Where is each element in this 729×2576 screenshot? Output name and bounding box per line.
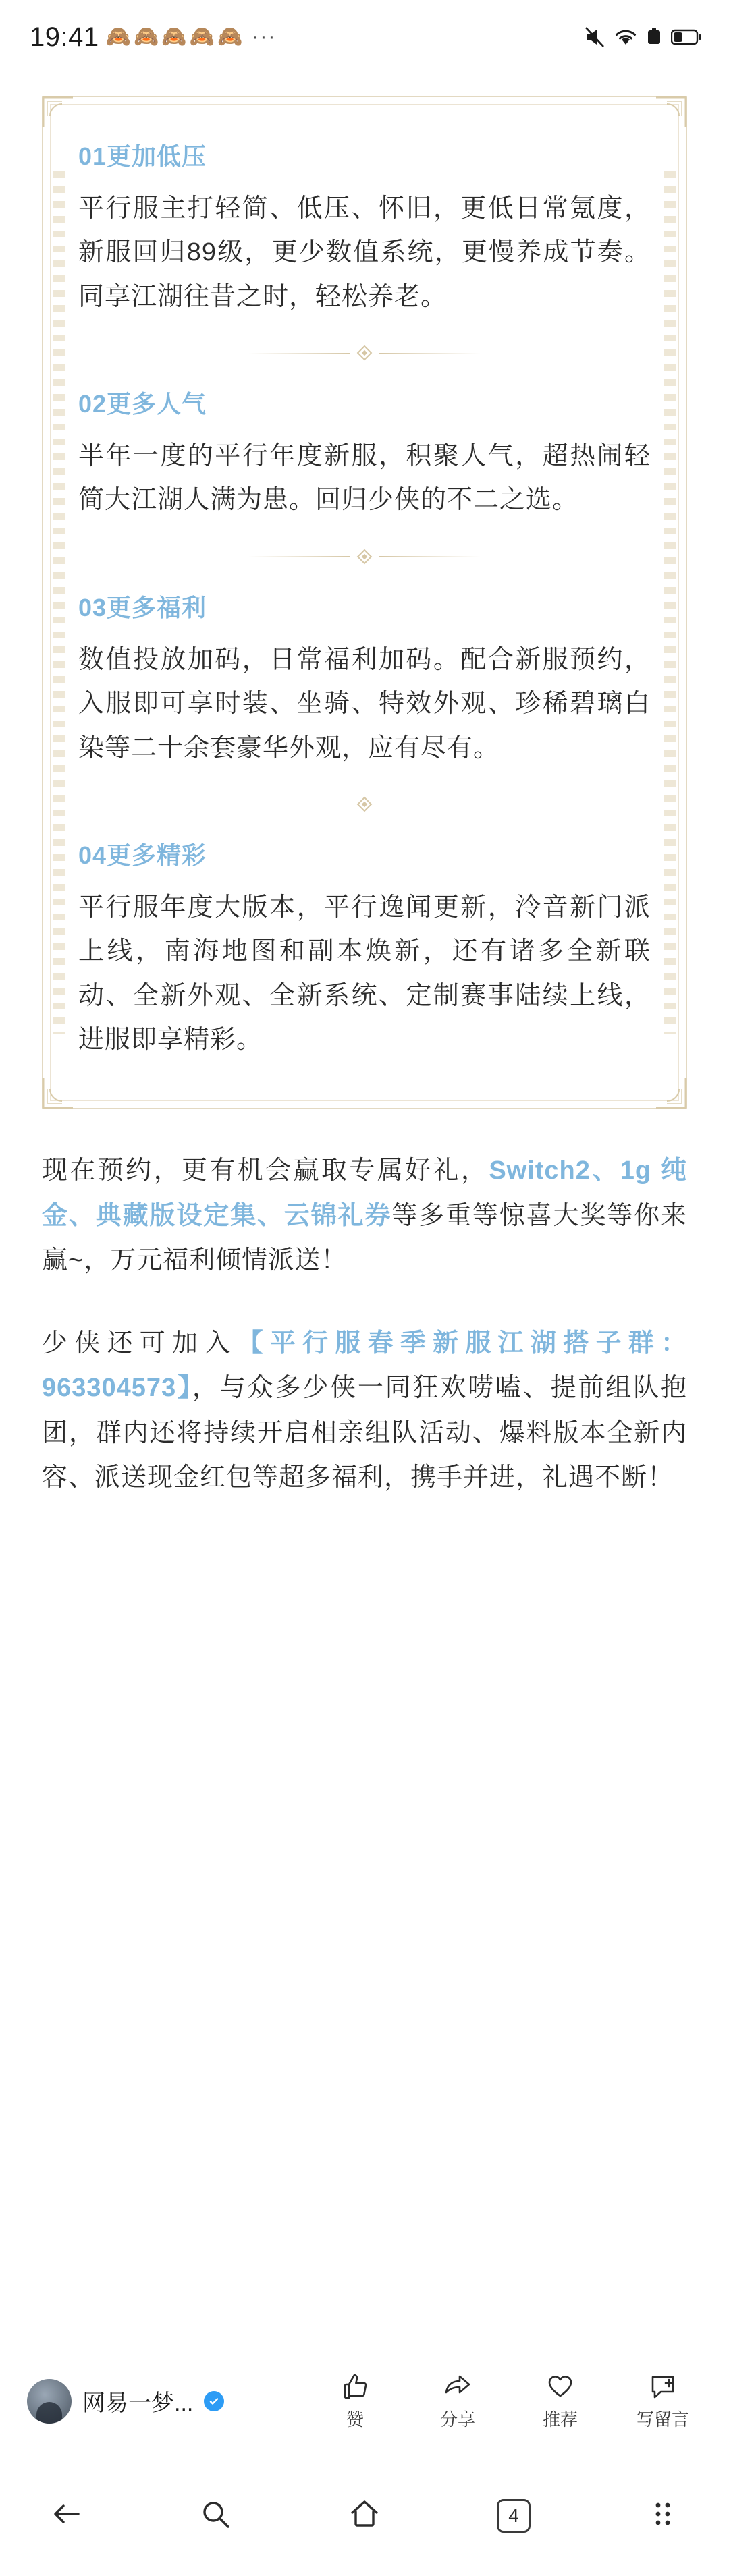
side-ornament-icon bbox=[664, 171, 676, 1034]
corner-ornament-icon bbox=[42, 96, 73, 127]
paragraph-text: 现在预约，更有机会赢取专属好礼， bbox=[42, 1156, 489, 1185]
article-section bbox=[78, 837, 651, 1062]
section-title: 04更多精彩 bbox=[78, 841, 207, 869]
corner-ornament-icon bbox=[42, 1078, 73, 1109]
diamond-ornament-icon bbox=[357, 797, 373, 812]
comment-label: 写留言 bbox=[636, 2409, 689, 2430]
back-button[interactable] bbox=[35, 2485, 97, 2547]
notification-emoji-group bbox=[106, 27, 243, 47]
corner-ornament-icon bbox=[656, 96, 687, 127]
paragraph-highlight[interactable]: Switch2、1g 纯金、典藏版设定集、云锦礼券 bbox=[42, 1156, 687, 1230]
section-title: 02更多人气 bbox=[78, 390, 207, 418]
paragraph-text: 等多重等惊喜大奖等你来赢~，万元福利倾情派送！ bbox=[42, 1201, 687, 1275]
divider-line-left bbox=[248, 556, 350, 557]
ornament-frame bbox=[42, 96, 687, 1109]
home-button[interactable] bbox=[333, 2485, 396, 2547]
heart-icon bbox=[545, 2371, 575, 2401]
article-section bbox=[78, 589, 651, 771]
group-paragraph bbox=[42, 1321, 687, 1501]
account-name[interactable]: 网易一梦... bbox=[82, 2390, 194, 2416]
verified-check-icon bbox=[204, 2391, 224, 2411]
promo-paragraph bbox=[42, 1148, 687, 1283]
like-button[interactable] bbox=[323, 2371, 387, 2431]
battery-icon bbox=[671, 28, 702, 46]
diamond-ornament-icon bbox=[357, 345, 373, 361]
comment-icon bbox=[648, 2371, 678, 2401]
section-body: 平行服主打轻简、低压、怀旧，更低日常氪度，新服回归89级，更少数值系统，更慢养成节奏。同享江湖往昔之时，轻松养老。 bbox=[78, 194, 651, 311]
corner-ornament-icon bbox=[656, 1078, 687, 1109]
section-divider bbox=[78, 799, 651, 810]
emoji-icon: 🙈 bbox=[105, 26, 131, 48]
section-title: 01更加低压 bbox=[78, 142, 207, 170]
article-section bbox=[78, 138, 651, 319]
paragraph-text: 少侠还可加入 bbox=[42, 1328, 238, 1357]
home-icon bbox=[347, 2496, 382, 2535]
status-bar-right bbox=[585, 26, 702, 48]
divider-line-right bbox=[379, 353, 481, 354]
notification-overflow-icon: ··· bbox=[252, 26, 277, 48]
diamond-ornament-icon bbox=[357, 549, 373, 564]
back-arrow-icon bbox=[49, 2496, 84, 2535]
share-label: 分享 bbox=[439, 2409, 475, 2430]
share-button[interactable] bbox=[425, 2371, 490, 2431]
recommend-label: 推荐 bbox=[542, 2409, 578, 2430]
article-action-bar bbox=[0, 2347, 729, 2455]
search-button[interactable] bbox=[184, 2485, 246, 2547]
account-entry[interactable] bbox=[27, 2379, 224, 2424]
tabs-button[interactable] bbox=[483, 2485, 545, 2547]
more-menu-icon bbox=[651, 2497, 674, 2534]
emoji-icon: 🙈 bbox=[189, 26, 215, 48]
comment-button[interactable] bbox=[630, 2371, 695, 2431]
emoji-icon: 🙈 bbox=[217, 26, 243, 48]
browser-nav-bar bbox=[0, 2455, 729, 2576]
section-body: 半年一度的平行年度新服，积聚人气，超热闹轻简大江湖人满为患。回归少侠的不二之选。 bbox=[78, 442, 651, 515]
wifi-icon bbox=[614, 28, 637, 46]
status-time: 19:41 bbox=[30, 22, 99, 52]
recommend-button[interactable] bbox=[528, 2371, 593, 2431]
article-card bbox=[42, 96, 687, 1109]
like-label: 赞 bbox=[346, 2409, 364, 2430]
divider-line-left bbox=[248, 353, 350, 354]
article-section bbox=[78, 385, 651, 523]
thumbs-up-icon bbox=[340, 2371, 370, 2401]
share-icon bbox=[443, 2371, 473, 2401]
search-icon bbox=[198, 2497, 232, 2534]
tab-count-label: 4 bbox=[497, 2499, 531, 2533]
group-link[interactable]: 【平行服春季新服江湖搭子群：963304573】 bbox=[42, 1328, 687, 1403]
section-divider bbox=[78, 551, 651, 562]
status-bar bbox=[0, 0, 729, 74]
section-body: 平行服年度大版本，平行逸闻更新，泠音新门派上线，南海地图和副本焕新，还有诸多全新联动、全新外观、全新系统、定制赛事陆续上线，进服即享精彩。 bbox=[78, 893, 651, 1054]
emoji-icon: 🙈 bbox=[133, 26, 159, 48]
side-ornament-icon bbox=[53, 171, 65, 1034]
action-buttons bbox=[323, 2371, 699, 2431]
section-body: 数值投放加码，日常福利加码。配合新服预约，入服即可享时装、坐骑、特效外观、珍稀碧璃白染等二十余套豪华外观，应有尽有。 bbox=[78, 645, 651, 762]
divider-line-right bbox=[379, 556, 481, 557]
paragraph-text: ，与众多少侠一同狂欢唠嗑、提前组队抱团，群内还将持续开启相亲组队活动、爆料版本全新内容、派送现金红包等超多福利，携手并进，礼遇不断！ bbox=[42, 1374, 687, 1492]
signal-icon bbox=[647, 28, 662, 47]
avatar[interactable] bbox=[27, 2379, 72, 2424]
menu-button[interactable] bbox=[632, 2485, 694, 2547]
mute-icon bbox=[585, 26, 605, 48]
section-divider bbox=[78, 347, 651, 358]
section-title: 03更多福利 bbox=[78, 593, 207, 621]
emoji-icon: 🙈 bbox=[161, 26, 187, 48]
status-bar-left bbox=[30, 22, 276, 53]
